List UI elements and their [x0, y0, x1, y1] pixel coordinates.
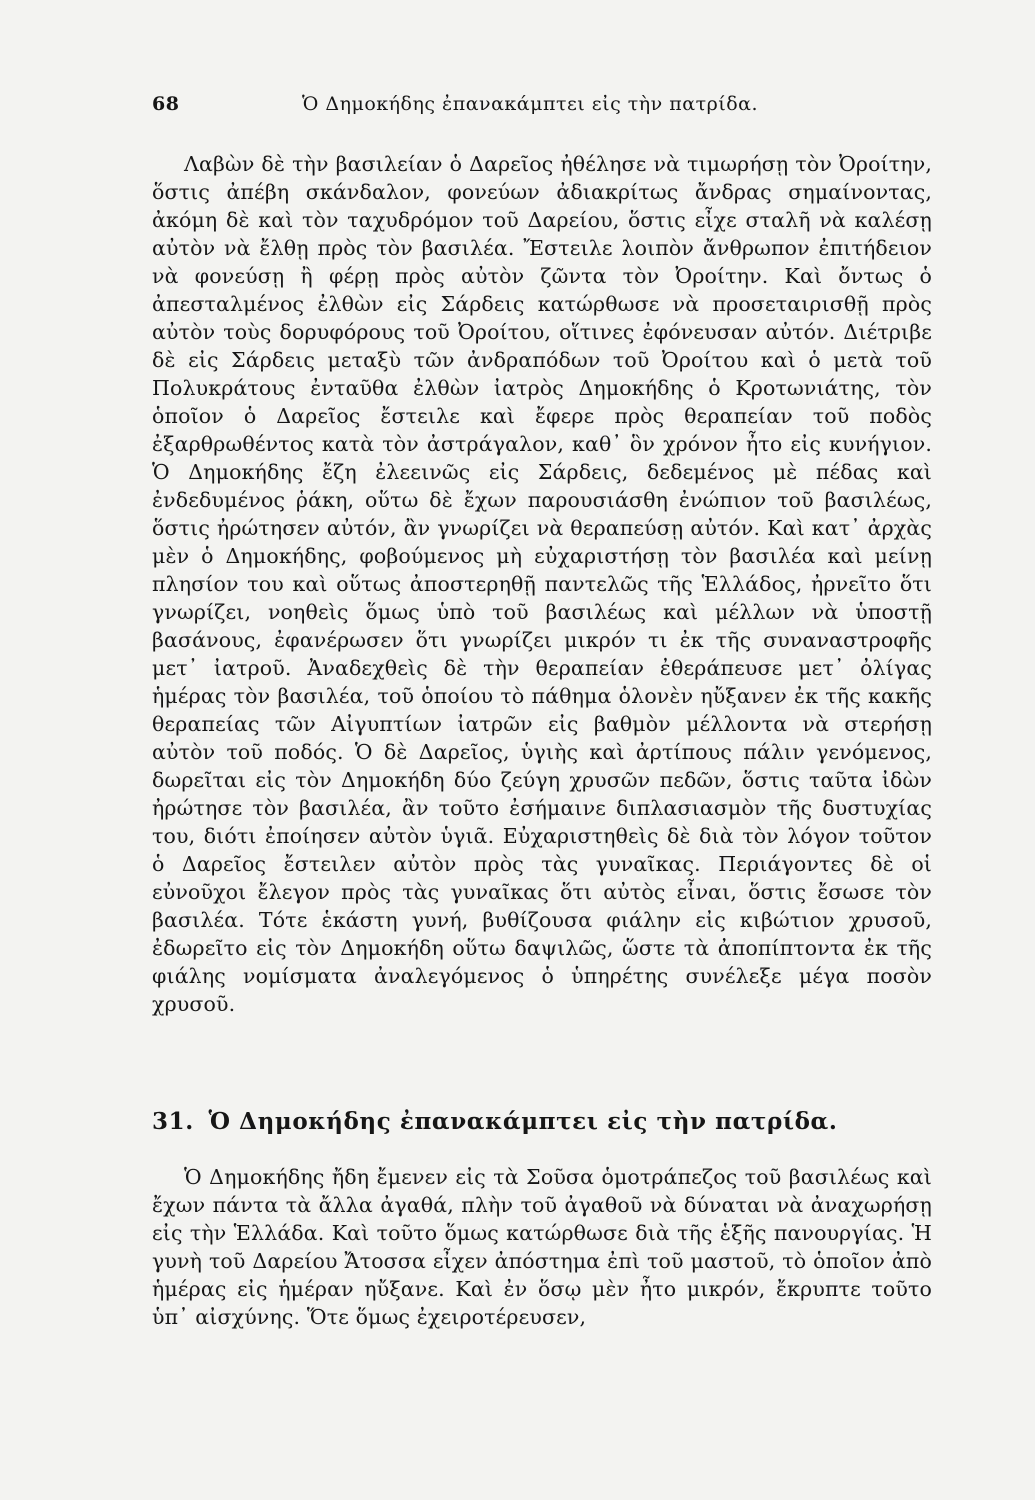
page-number: 68	[152, 93, 180, 115]
running-head	[152, 93, 912, 123]
running-title: Ὁ Δημοκήδης ἐπανακάμπτει εἰς τὴν πατρίδα.	[302, 93, 759, 115]
section-number: 31.	[152, 1108, 194, 1135]
section-text-block	[152, 1163, 932, 1331]
section-title: Ὁ Δημοκήδης ἐπανακάμπτει εἰς τὴν πατρίδα.	[208, 1108, 838, 1135]
paragraph-2: Ὁ Δημοκήδης ἤδη ἔμενεν εἰς τὰ Σοῦσα ὁμοτράπεζος τοῦ βασιλέως καὶ ἔχων πάντα τὰ ἄλλα ἀγαθά, πλὴν τοῦ ἀγαθοῦ νὰ δύναται νὰ ἀναχωρήσῃ εἰς τὴν Ἑλλάδα. Καὶ τοῦτο ὅμως κατώρθωσε διὰ τῆς ἑξῆς πανουργίας. Ἡ γυνὴ τοῦ Δαρείου Ἄτοσσα εἶχεν ἀπόστημα ἐπὶ τοῦ μαστοῦ, τὸ ὁποῖον ἀπὸ ἡμέρας εἰς ἡμέραν ηὔξανε. Καὶ ἐν ὅσῳ μὲν ἦτο μικρόν, ἔκρυπτε τοῦτο ὑπ᾽ αἰσχύνης. Ὅτε ὅμως ἐχειροτέρευσεν,	[152, 1165, 932, 1329]
section-heading	[152, 1108, 932, 1135]
paragraph-1: Λαβὼν δὲ τὴν βασιλείαν ὁ Δαρεῖος ἠθέλησε νὰ τιμωρήσῃ τὸν Ὀροίτην, ὅστις ἀπέβη σκάνδαλον, φονεύων ἀδιακρίτως ἄνδρας σημαίνοντας, ἀκόμη δὲ καὶ τὸν ταχυδρόμον τοῦ Δαρείου, ὅστις εἶχε σταλῆ νὰ καλέσῃ αὐτὸν νὰ ἔλθῃ πρὸς τὸν βασιλέα. Ἔστειλε λοιπὸν ἄνθρωπον ἐπιτήδειον νὰ φονεύσῃ ἢ φέρῃ πρὸς αὐτὸν ζῶντα τὸν Ὀροίτην. Καὶ ὄντως ὁ ἀπεσταλμένος ἐλθὼν εἰς Σάρδεις κατώρθωσε νὰ προσεταιρισθῇ πρὸς αὐτὸν τοὺς δορυφόρους τοῦ Ὀροίτου, οἵτινες ἐφόνευσαν αὐτόν. Διέτριβε δὲ εἰς Σάρδεις μεταξὺ τῶν ἀνδραπόδων τοῦ Ὀροίτου καὶ ὁ μετὰ τοῦ Πολυκράτους ἐνταῦθα ἐλθὼν ἰατρὸς Δημοκήδης ὁ Κροτωνιάτης, τὸν ὁποῖον ὁ Δαρεῖος ἔστειλε καὶ ἔφερε πρὸς θεραπείαν τοῦ ποδὸς ἐξαρθρωθέντος κατὰ τὸν ἀστράγαλον, καθ᾽ ὃν χρόνον ἦτο εἰς κυνήγιον. Ὁ Δημοκήδης ἔζη ἐλεεινῶς εἰς Σάρδεις, δεδεμένος μὲ πέδας καὶ ἐνδεδυμένος ῥάκη, οὕτω δὲ ἔχων παρουσιάσθη ἐνώπιον τοῦ βασιλέως, ὅστις ἠρώτησεν αὐτόν, ἂν γνωρίζει νὰ θεραπεύσῃ αὐτόν. Καὶ κατ᾽ ἀρχὰς μὲν ὁ Δημοκήδης, φοβούμενος μὴ εὐχαριστήσῃ τὸν βασιλέα καὶ μείνῃ πλησίον του καὶ οὕτως ἀποστερηθῇ παντελῶς τῆς Ἑλλάδος, ἠρνεῖτο ὅτι γνωρίζει, νοηθεὶς ὅμως ὑπὸ τοῦ βασιλέως καὶ μέλλων νὰ ὑποστῇ βασάνους, ἐφανέρωσεν ὅτι γνωρίζει μικρόν τι ἐκ τῆς συναναστροφῆς μετ᾽ ἰατροῦ. Ἀναδεχθεὶς δὲ τὴν θεραπείαν ἐθεράπευσε μετ᾽ ὀλίγας ἡμέρας τὸν βασιλέα, τοῦ ὁποίου τὸ πάθημα ὁλονὲν ηὔξανεν ἐκ τῆς κακῆς θεραπείας τῶν Αἰγυπτίων ἰατρῶν εἰς βαθμὸν μέλλοντα νὰ στερήσῃ αὐτὸν τοῦ ποδός. Ὁ δὲ Δαρεῖος, ὑγιὴς καὶ ἀρτίπους πάλιν γενόμενος, δωρεῖται εἰς τὸν Δημοκήδη δύο ζεύγη χρυσῶν πεδῶν, ὅστις ταῦτα ἰδὼν ἠρώτησε τὸν βασιλέα, ἂν τοῦτο ἐσήμαινε διπλασιασμὸν τῆς δυστυχίας του, διότι ἐποίησεν αὐτὸν ὑγιᾶ. Εὐχαριστηθεὶς δὲ διὰ τὸν λόγον τοῦτον ὁ Δαρεῖος ἔστειλεν αὐτὸν πρὸς τὰς γυναῖκας. Περιάγοντες δὲ οἱ εὐνοῦχοι ἔλεγον πρὸς τὰς γυναῖκας ὅτι αὐτὸς εἶναι, ὅστις ἔσωσε τὸν βασιλέα. Τότε ἑκάστη γυνή, βυθίζουσα φιάλην εἰς κιβώτιον χρυσοῦ, ἐδωρεῖτο εἰς τὸν Δημοκήδη οὕτω δαψιλῶς, ὥστε τὰ ἀποπίπτοντα ἐκ τῆς φιάλης νομίσματα ἀναλεγόμενος ὁ ὑπηρέτης συνέλεξε μέγα ποσὸν χρυσοῦ.	[152, 152, 932, 1016]
main-text-block	[152, 150, 932, 1018]
